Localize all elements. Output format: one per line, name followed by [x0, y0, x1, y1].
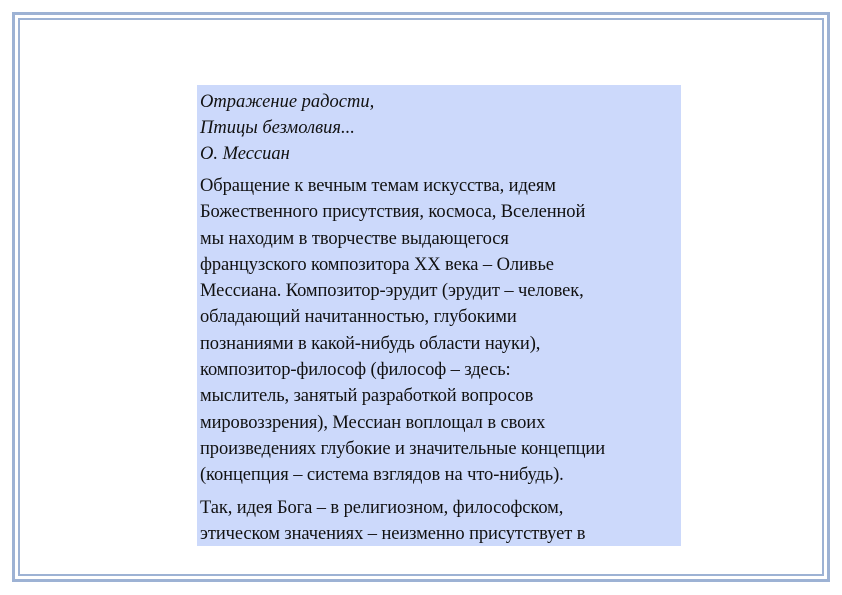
epigraph-author: О. Мессиан — [200, 144, 290, 164]
paragraph-line: мы находим в творчестве выдающегося — [200, 228, 509, 249]
paragraph-line: Мессиана. Композитор-эрудит (эрудит – человек, — [200, 281, 584, 302]
paragraph-line: мировоззрения), Мессиан воплощал в своих — [200, 412, 546, 433]
paragraph-line: французского композитора XX века – Оливье — [200, 254, 554, 275]
paragraph-line: произведениях глубокие и значительные концепции — [200, 438, 606, 459]
paragraph-line: обладающий начитанностью, глубокими — [200, 307, 517, 328]
paragraph-line: Так, идея Бога – в религиозном, философском, — [200, 497, 564, 518]
paragraph-2 — [200, 495, 678, 546]
paragraph-1 — [200, 173, 678, 489]
paragraph-line: композитор-философ (философ – здесь: — [200, 360, 511, 381]
paragraph-line: познаниями в какой-нибудь области науки), — [200, 333, 541, 354]
paragraph-line: мыслитель, занятый разработкой вопросов — [200, 386, 534, 407]
epigraph-line: Отражение радости, — [200, 92, 375, 112]
paragraph-line: этическом значениях – неизменно присутствует в — [200, 523, 586, 544]
epigraph-line: Птицы безмолвия... — [200, 118, 355, 138]
epigraph — [200, 89, 678, 167]
paragraph-line: Божественного присутствия, космоса, Вселенной — [200, 202, 586, 223]
paragraph-line: Обращение к вечным темам искусства, идеям — [200, 176, 556, 196]
text-box[interactable] — [197, 85, 681, 546]
paragraph-line: (концепция – система взглядов на что-нибудь). — [200, 465, 564, 486]
